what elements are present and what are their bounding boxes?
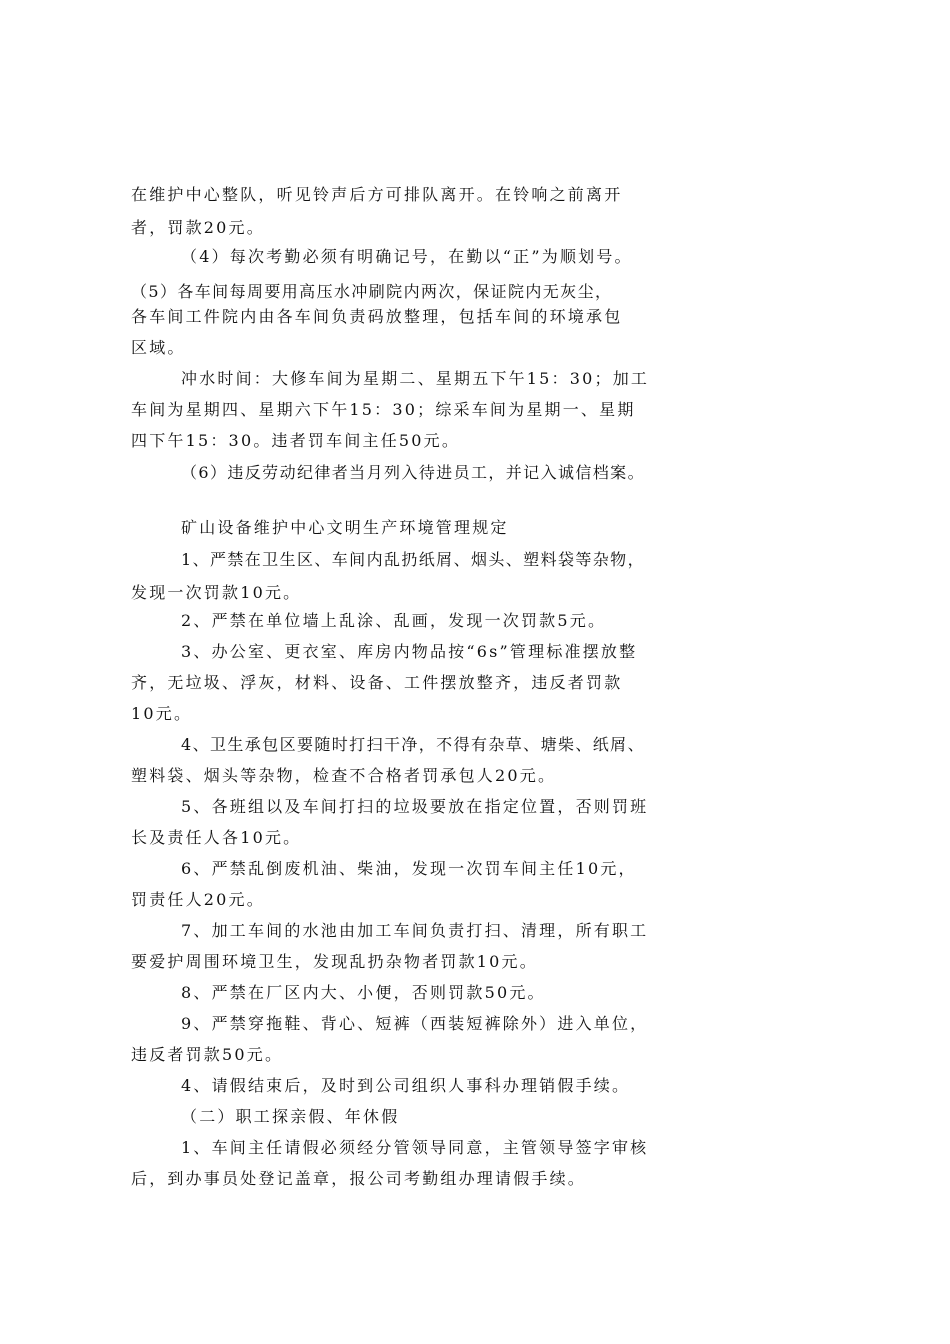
text-line: 7、加工车间的水池由加工车间负责打扫、清理，所有职工 (181, 921, 649, 940)
text-line: 冲水时间：大修车间为星期二、星期五下午15：30；加工 (181, 369, 650, 388)
text-line: 要爱护周围环境卫生，发现乱扔杂物者罚款10元。 (131, 952, 538, 971)
text-line: 各车间工件院内由各车间负责码放整理，包括车间的环境承包 (131, 307, 623, 326)
text-line: （6）违反劳动纪律者当月列入待进员工，并记入诚信档案。 (181, 463, 645, 482)
text-line: 8、严禁在厂区内大、小便，否则罚款50元。 (181, 983, 546, 1002)
text-line: 齐，无垃圾、浮灰，材料、设备、工件摆放整齐，违反者罚款 (131, 673, 623, 692)
text-line: 四下午15：30。违者罚车间主任50元。 (131, 431, 461, 450)
text-line: 发现一次罚款10元。 (131, 583, 302, 602)
section-heading: （二）职工探亲假、年休假 (181, 1107, 400, 1126)
text-line: 4、请假结束后，及时到公司组织人事科办理销假手续。 (181, 1076, 631, 1095)
text-line: 1、车间主任请假必须经分管领导同意，主管领导签字审核 (181, 1138, 649, 1157)
text-line: 长及责任人各10元。 (131, 828, 302, 847)
text-line: 6、严禁乱倒废机油、柴油，发现一次罚车间主任10元， (181, 859, 637, 878)
text-line: 在维护中心整队，听见铃声后方可排队离开。在铃响之前离开 (131, 185, 623, 204)
text-line: 车间为星期四、星期六下午15：30；综采车间为星期一、星期 (131, 400, 636, 419)
text-line: 后，到办事员处登记盖章，报公司考勤组办理请假手续。 (131, 1169, 587, 1188)
text-line: 1、严禁在卫生区、车间内乱扔纸屑、烟头、塑料袋等杂物， (181, 550, 645, 569)
section-heading: 矿山设备维护中心文明生产环境管理规定 (181, 518, 509, 537)
text-line: 违反者罚款50元。 (131, 1045, 284, 1064)
text-line: 9、严禁穿拖鞋、背心、短裤（西装短裤除外）进入单位， (181, 1014, 649, 1033)
text-line: 3、办公室、更衣室、库房内物品按“6s”管理标准摆放整 (181, 642, 638, 661)
text-line: 罚责任人20元。 (131, 890, 265, 909)
text-line: 10元。 (131, 704, 193, 723)
text-line: 2、严禁在单位墙上乱涂、乱画，发现一次罚款5元。 (181, 611, 607, 630)
text-line: （4）每次考勤必须有明确记号，在勤以“正”为顺划号。 (181, 247, 633, 266)
text-line: （5）各车间每周要用高压水冲刷院内两次，保证院内无灰尘， (131, 282, 613, 301)
text-line: 4、卫生承包区要随时打扫干净，不得有杂草、塘柴、纸屑、 (181, 735, 645, 754)
text-line: 区域。 (131, 338, 186, 357)
text-line: 塑料袋、烟头等杂物，检查不合格者罚承包人20元。 (131, 766, 557, 785)
text-line: 者，罚款20元。 (131, 218, 265, 237)
text-line: 5、各班组以及车间打扫的垃圾要放在指定位置，否则罚班 (181, 797, 649, 816)
